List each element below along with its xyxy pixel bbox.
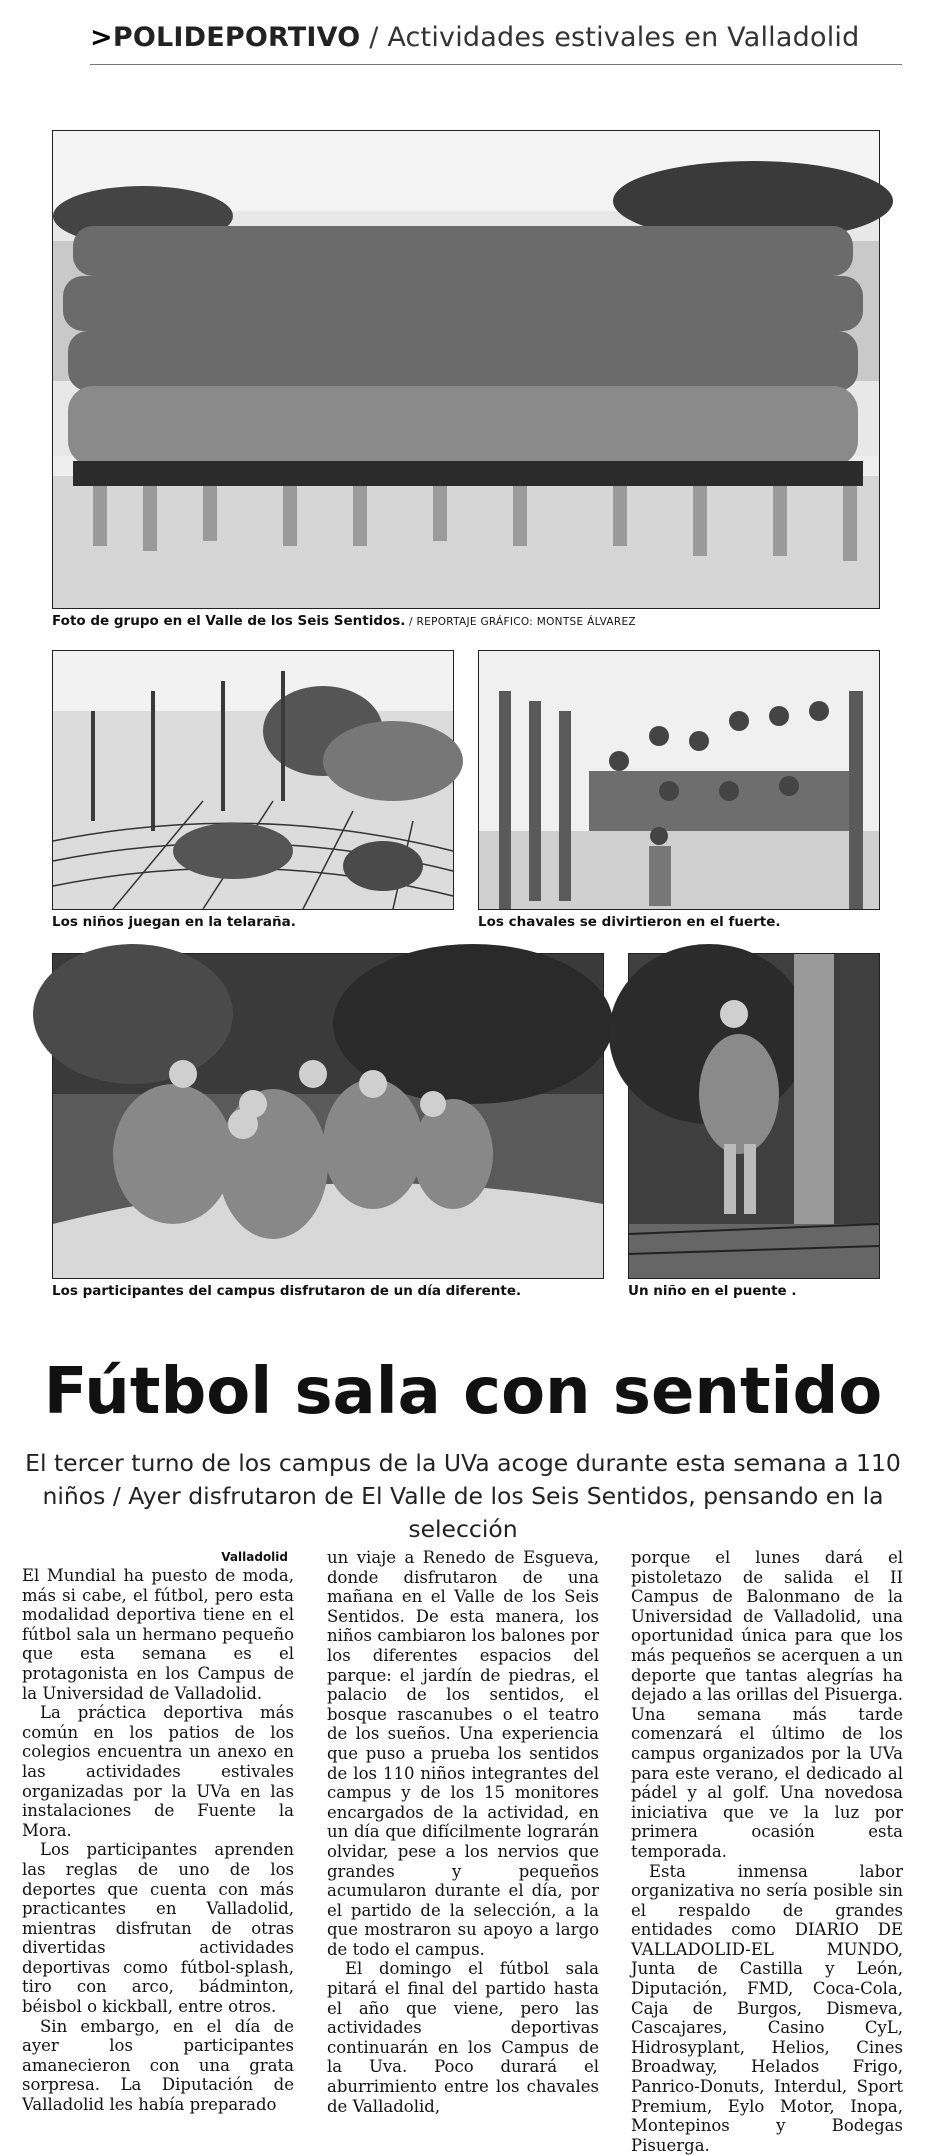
- article-headline: Fútbol sala con sentido: [40, 1355, 886, 1445]
- section-separator: /: [360, 22, 387, 53]
- article-column-1: [22, 1548, 294, 2108]
- article-column-2: [327, 1548, 599, 2108]
- caption-text: Los chavales se divirtieron en el fuerte.: [478, 914, 781, 930]
- caption-group-photo: [52, 613, 636, 629]
- photo-credit: / REPORTAJE GRÁFICO: MONTSE ÁLVAREZ: [405, 616, 635, 628]
- caption-text: Los niños juegan en la telaraña.: [52, 914, 296, 930]
- header-rule: [90, 64, 902, 65]
- paragraph: Esta inmensa labor organizativa no sería posible sin el respaldo de grandes entidades como DIARIO DE VALLADOLID-EL MUNDO, Junta de Castilla y León, Diputación, FMD, Coca-Cola, Caja de Burgos, Dismeva, Cascajares, Casino CyL, Hidrosyplant, Helios, Cines Broadway, Helados Frigo, Panrico-Donuts, Interdul, Sport Premium, Eylo Motor, Inopa, Montepinos y Bodegas Pisuerga.: [631, 1862, 903, 2155]
- dateline: Valladolid: [22, 1548, 294, 1566]
- caption-bridge-photo: [628, 1283, 797, 1299]
- bridge-photo: [628, 953, 880, 1279]
- celebration-photo: [52, 953, 604, 1279]
- section-name: POLIDEPORTIVO: [113, 22, 361, 53]
- paragraph: Los participantes aprenden las reglas de uno de los deportes que cuenta con más practicantes en Valladolid, mientras disfrutan de otras divertidas actividades deportivas como fútbol-splash, tiro con arco, bádminton, béisbol o kickball, entre otros.: [22, 1840, 294, 2016]
- article-column-3: [631, 1548, 903, 2108]
- caption-text: Un niño en el puente .: [628, 1283, 797, 1299]
- section-title: Actividades estivales en Valladolid: [387, 22, 859, 53]
- paragraph: un viaje a Renedo de Esgueva, donde disfrutaron de una mañana en el Valle de los Seis Sentidos. De esta manera, los niños cambiaron los balones por los diferentes espacios del parque: el jardín de piedras, el palacio de los sentidos, el bosque rascanubes o el teatro de los sueños. Una experiencia que puso a prueba los sentidos de los 110 niños integrantes del campus y de los 15 monitores encargados de la actividad, en un día que difícilmente lograrán olvidar, pese a los nervios que grandes y pequeños acumularon durante el día, por el partido de la selección, a la que mostraron su apoyo a largo de todo el campus.: [327, 1548, 599, 1959]
- caption-web-photo: [52, 914, 296, 930]
- group-photo: [52, 130, 880, 609]
- caption-fort-photo: [478, 914, 781, 930]
- caption-celebration-photo: [52, 1283, 521, 1299]
- caption-text: Los participantes del campus disfrutaron de un día diferente.: [52, 1283, 521, 1299]
- fort-photo: [478, 650, 880, 910]
- paragraph: El Mundial ha puesto de moda, más si cabe, el fútbol, pero esta modalidad deportiva tiene en el fútbol sala un hermano pequeño que esta semana es el protagonista en los Campus de la Universidad de Valladolid.: [22, 1566, 294, 1703]
- web-photo: [52, 650, 454, 910]
- section-arrow: >: [90, 22, 113, 53]
- paragraph: Sin embargo, en el día de ayer los participantes amanecieron con una grata sorpresa. La Diputación de Valladolid les había preparado: [22, 2017, 294, 2115]
- paragraph: La práctica deportiva más común en los patios de los colegios encuentra un anexo en las actividades estivales organizadas por la UVa en las instalaciones de Fuente la Mora.: [22, 1703, 294, 1840]
- paragraph: porque el lunes dará el pistoletazo de salida el II Campus de Balonmano de la Universidad de Valladolid, una oportunidad única para que los más pequeños se acerquen a un deporte que tantas alegrías ha dejado a las orillas del Pisuerga. Una semana más tarde comenzará el último de los campus organizados por la UVa para este verano, el dedicado al pádel y al golf. Una novedosa iniciativa que ve la luz por primera ocasión esta temporada.: [631, 1548, 903, 1862]
- caption-text: Foto de grupo en el Valle de los Seis Sentidos.: [52, 613, 405, 629]
- article-subhead: El tercer turno de los campus de la UVa acoge durante esta semana a 110 niños / Ayer disfrutaron de El Valle de los Seis Sentidos, pensando en la selección: [20, 1447, 906, 1546]
- paragraph: El domingo el fútbol sala pitará el final del partido hasta el año que viene, pero las actividades deportivas continuarán en los Campus de la Uva. Poco durará el aburrimiento entre los chavales de Valladolid,: [327, 1959, 599, 2116]
- section-header: [90, 22, 900, 64]
